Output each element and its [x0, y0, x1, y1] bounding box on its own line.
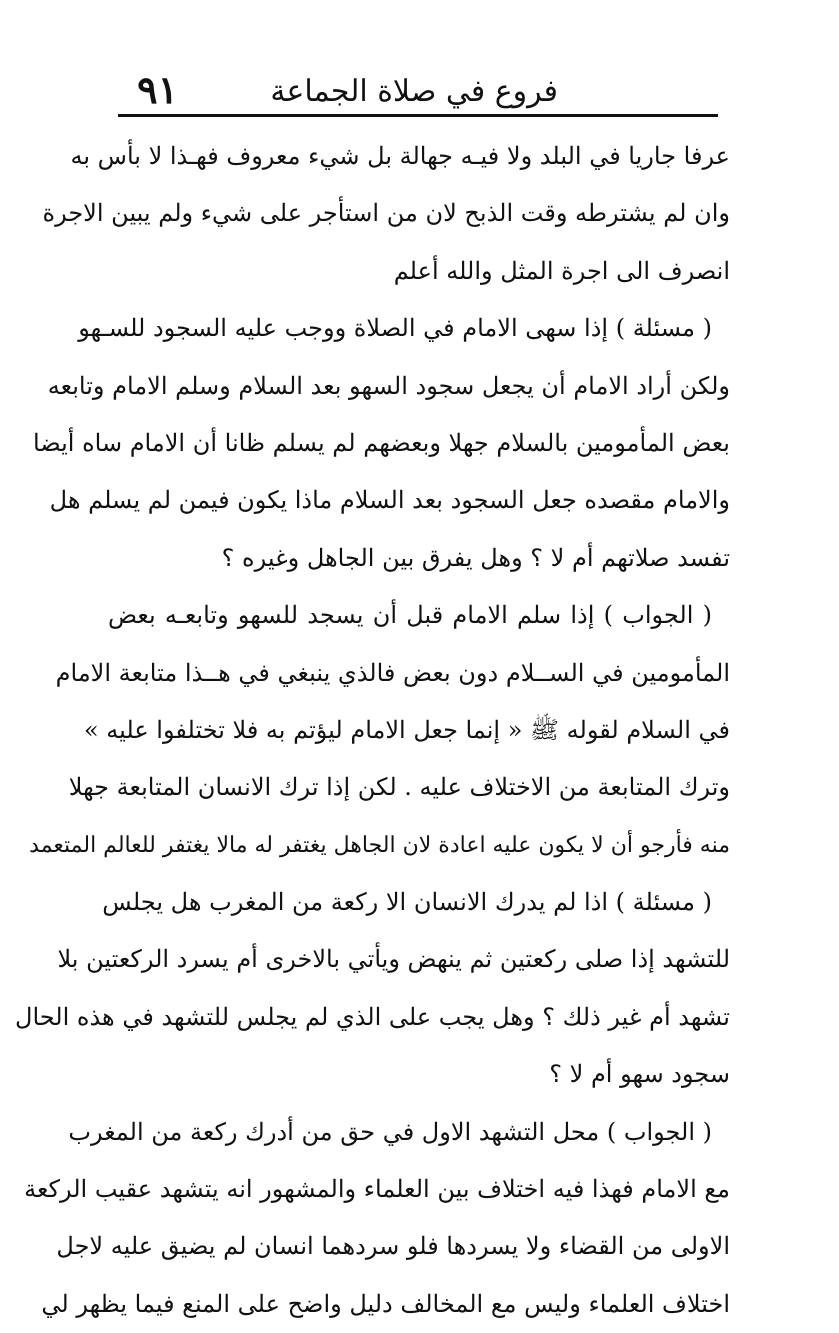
text-line: في السلام لقوله ﷺ « إنما جعل الامام ليؤتم به فلا تختلفوا عليه »: [83, 715, 730, 744]
question-line: ( مسئلة ) اذا لم يدرك الانسان الا ركعة من المغرب هل يجلس: [102, 888, 712, 917]
text-line: والامام مقصده جعل السجود بعد السلام ماذا يكون فيمن لم يسلم هل: [49, 486, 730, 515]
running-title: فروع في صلاة الجماعة: [270, 74, 558, 109]
question-line: ( مسئلة ) إذا سهى الامام في الصلاة ووجب عليه السجود للسـهو: [78, 314, 712, 343]
text-line: سجود سهو أم لا ؟: [549, 1060, 730, 1089]
page-header: [118, 64, 718, 114]
text-line: المأمومين في الســلام دون بعض فالذي ينبغي في هــذا متابعة الامام: [55, 658, 730, 687]
page-number: ٩١: [137, 67, 178, 112]
text-line: عرفا جاريا في البلد ولا فيـه جهالة بل شيء معروف فهـذا لا بأس به: [70, 142, 730, 170]
text-line: للتشهد إذا صلى ركعتين ثم ينهض ويأتي بالاخرى أم يسرد الركعتين بلا: [57, 945, 730, 974]
answer-line: ( الجواب ) محل التشهد الاول في حق من أدرك ركعة من المغرب: [68, 1117, 712, 1146]
body-text: [15, 128, 730, 1333]
text-line: تشهد أم غير ذلك ؟ وهل يجب على الذي لم يجلس للتشهد في هذه الحال: [15, 1002, 730, 1031]
text-line: وترك المتابعة من الاختلاف عليه . لكن إذا ترك الانسان المتابعة جهلا: [68, 773, 730, 802]
text-line: ولكن أراد الامام أن يجعل سجود السهو بعد السلام وسلم الامام وتابعه: [47, 371, 730, 400]
text-line: الاولى من القضاء ولا يسردها فلو سردهما انسان لم يضيق عليه لاجل: [56, 1232, 730, 1261]
text-line: بعض المأمومين بالسلام جهلا وبعضهم لم يسلم ظانا أن الامام ساه أيضا: [32, 428, 730, 457]
text-line: اختلاف العلماء وليس مع المخالف دليل واضح على المنع فيما يظهر لي: [41, 1289, 730, 1318]
text-line: تفسد صلاتهم أم لا ؟ وهل يفرق بين الجاهل وغيره ؟: [221, 543, 730, 572]
text-line: مع الامام فهذا فيه اختلاف بين العلماء والمشهور انه يتشهد عقيب الركعة: [24, 1175, 730, 1204]
header-rule: [118, 114, 718, 117]
text-line: منه فأرجو أن لا يكون عليه اعادة لان الجاهل يغتفر له مالا يغتفر للعالم المتعمد: [29, 832, 730, 858]
answer-line: ( الجواب ) إذا سلم الامام قبل أن يسجد للسهو وتابعـه بعض: [108, 601, 712, 630]
text-line: انصرف الى اجرة المثل والله أعلم: [393, 256, 730, 285]
text-line: وان لم يشترطه وقت الذبح لان من استأجر على شيء ولم يبين الاجرة: [42, 199, 730, 228]
